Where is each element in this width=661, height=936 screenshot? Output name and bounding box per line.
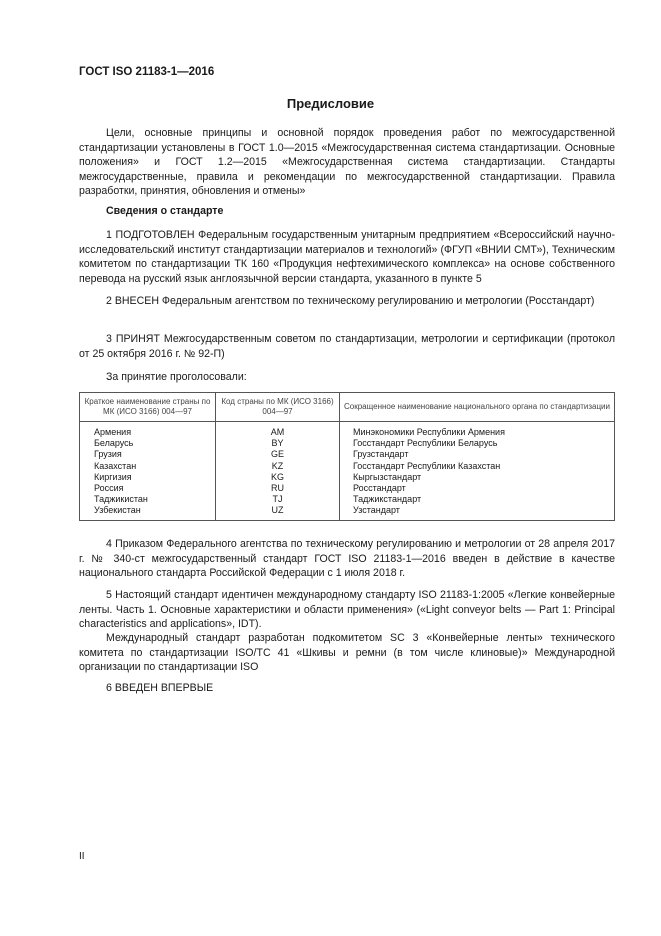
- column-header-country: Краткое наименование страны по МК (ИСО 3166) 004—97: [80, 393, 216, 422]
- table-row: [80, 494, 615, 505]
- country-cell: Грузия: [80, 449, 216, 460]
- code-cell: GE: [216, 449, 340, 460]
- item-5-continuation-paragraph: Международный стандарт разработан подкомитетом SC 3 «Конвейерные ленты» технического комитета по стандартизации ISO/TC 41 «Шкивы и ремни (в том числе клиновые)» Международной организации по стандартизации ISO: [79, 632, 615, 674]
- body-cell: Росстандарт: [340, 483, 615, 494]
- column-header-national-body: Сокращенное наименование национального органа по стандартизации: [340, 393, 615, 422]
- section-heading: Сведения о стандарте: [106, 205, 224, 217]
- country-cell: Армения: [80, 422, 216, 439]
- country-cell: Таджикистан: [80, 494, 216, 505]
- table-row: [80, 438, 615, 449]
- document-header: ГОСТ ISO 21183-1—2016: [79, 66, 215, 78]
- body-cell: Госстандарт Республики Беларусь: [340, 438, 615, 449]
- item-4-paragraph: 4 Приказом Федерального агентства по техническому регулированию и метрологии от 28 апреля 2017 г. № 340-ст межгосударственный стандарт ГОСТ ISO 21183-1—2016 введен в действие в качестве национального стандарта Российской Федерации с 1 июля 2018 г.: [79, 538, 615, 580]
- code-cell: AM: [216, 422, 340, 439]
- item-5-paragraph: 5 Настоящий стандарт идентичен международному стандарту ISO 21183-1:2005 «Легкие конвейерные ленты. Часть 1. Основные характеристики и области применения» («Light conveyor belts — Part 1: Principal characteristics and applications», IDT).: [79, 589, 615, 631]
- item-2-paragraph: 2 ВНЕСЕН Федеральным агентством по техническому регулированию и метрологии (Росстандарт): [106, 295, 595, 307]
- vote-label: За принятие проголосовали:: [106, 371, 247, 383]
- country-cell: Киргизия: [80, 472, 216, 483]
- item-3-paragraph: 3 ПРИНЯТ Межгосударственным советом по стандартизации, метрологии и сертификации (протокол от 25 октября 2016 г. № 92-П): [79, 333, 615, 360]
- code-cell: RU: [216, 483, 340, 494]
- item-1-paragraph: 1 ПОДГОТОВЛЕН Федеральным государственным унитарным предприятием «Всероссийский научно-исследовательский институт стандартизации материалов и технологий» (ФГУП «ВНИИ СМТ»), Техническим комитетом по стандартизации ТК 160 «Продукция нефтехимического комплекса» на основе собственного перевода на русский язык англоязычной версии стандарта, указанного в пункте 5: [79, 229, 615, 285]
- body-cell: Минэкономики Республики Армения: [340, 422, 615, 439]
- body-cell: Кыргызстандарт: [340, 472, 615, 483]
- page-number: II: [79, 851, 85, 862]
- table-header-row: [80, 393, 615, 422]
- country-cell: Россия: [80, 483, 216, 494]
- country-cell: Казахстан: [80, 461, 216, 472]
- item-6-paragraph: 6 ВВЕДЕН ВПЕРВЫЕ: [106, 682, 214, 694]
- table-row: [80, 422, 615, 439]
- table-row: [80, 449, 615, 460]
- body-cell: Таджикстандарт: [340, 494, 615, 505]
- code-cell: UZ: [216, 505, 340, 520]
- code-cell: BY: [216, 438, 340, 449]
- body-cell: Узстандарт: [340, 505, 615, 520]
- code-cell: TJ: [216, 494, 340, 505]
- code-cell: KG: [216, 472, 340, 483]
- voting-table: [79, 392, 615, 521]
- table-row: [80, 505, 615, 520]
- table-row: [80, 472, 615, 483]
- intro-paragraph: Цели, основные принципы и основной порядок проведения работ по межгосударственной стандартизации установлены в ГОСТ 1.0—2015 «Межгосударственная система стандартизации. Основные положения» и ГОСТ 1.2—2015 «Межгосударственная система стандартизации. Стандарты межгосударственные, правила и рекомендации по межгосударственной стандартизации. Правила разработки, принятия, обновления и отмены»: [79, 127, 615, 198]
- country-cell: Беларусь: [80, 438, 216, 449]
- body-cell: Госстандарт Республики Казахстан: [340, 461, 615, 472]
- table-row: [80, 483, 615, 494]
- page-title: Предисловие: [286, 96, 375, 111]
- code-cell: KZ: [216, 461, 340, 472]
- table-row: [80, 461, 615, 472]
- country-cell: Узбекистан: [80, 505, 216, 520]
- body-cell: Грузстандарт: [340, 449, 615, 460]
- column-header-code: Код страны по МК (ИСО 3166) 004—97: [216, 393, 340, 422]
